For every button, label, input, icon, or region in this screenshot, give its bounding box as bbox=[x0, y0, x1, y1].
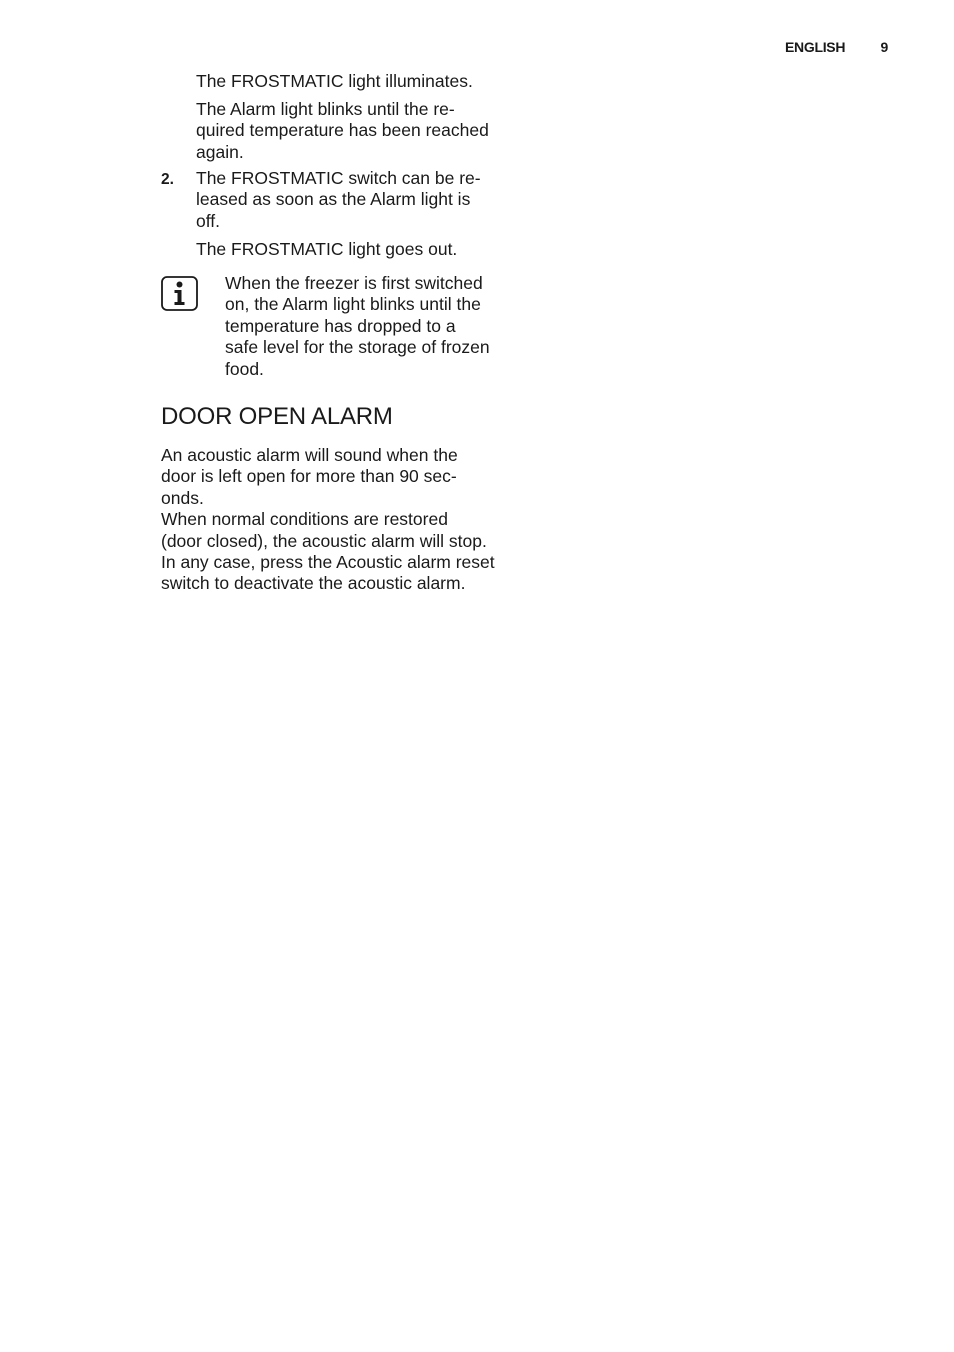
paragraph-alarm-blinks: The Alarm light blinks until the re- quired temperature has been reached again. bbox=[196, 99, 489, 162]
paragraph-frostmatic-on: The FROSTMATIC light illuminates. bbox=[196, 71, 473, 91]
info-icon bbox=[161, 276, 197, 310]
info-note: When the freezer is first switched on, the Alarm light blinks until the temperature has dropped to a safe level for the storage of frozen food. bbox=[225, 273, 490, 379]
section-title: DOOR OPEN ALARM bbox=[161, 403, 393, 430]
header-language: ENGLISH bbox=[785, 39, 846, 55]
step-2-text: The FROSTMATIC switch can be re- leased as soon as the Alarm light is off. bbox=[196, 168, 481, 231]
paragraph-frostmatic-off: The FROSTMATIC light goes out. bbox=[196, 239, 458, 259]
page-header bbox=[780, 39, 892, 59]
section-body: An acoustic alarm will sound when the door is left open for more than 90 sec- onds. When normal conditions are restored (door closed), the acoustic alarm will stop. In any case, press the Acoustic alarm reset switch to deactivate the acoustic alarm. bbox=[161, 445, 495, 594]
page-number: 9 bbox=[880, 39, 888, 55]
step-number: 2. bbox=[161, 171, 174, 188]
